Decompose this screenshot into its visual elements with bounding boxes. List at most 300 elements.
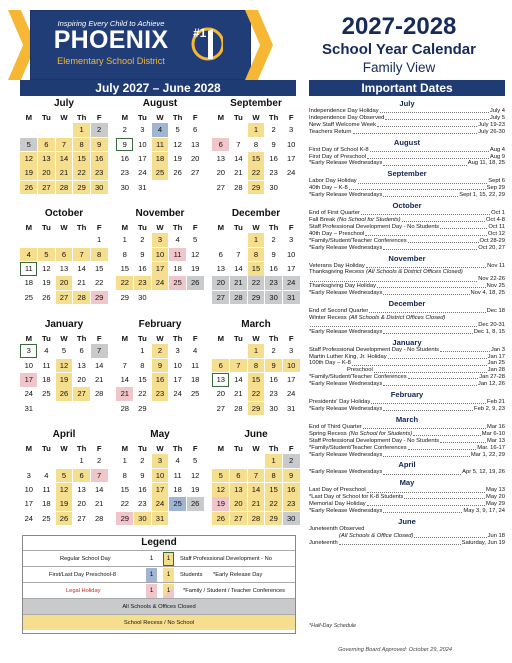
day-cell: 2: [140, 456, 145, 466]
weekday-label: F: [192, 223, 198, 232]
weekday-label: F: [192, 113, 198, 122]
day-cell: 25: [42, 513, 51, 523]
day-cell: 27: [216, 403, 226, 413]
title-year: 2027-2028: [341, 13, 457, 40]
weekday-label: F: [192, 334, 198, 343]
month-name: November: [135, 208, 185, 219]
day-cell: 5: [175, 125, 180, 135]
event-row: [309, 501, 505, 508]
event-date: Oct 1: [491, 210, 505, 217]
event-label: Juneteenth Observed: [309, 525, 365, 532]
day-cell: 10: [152, 248, 169, 262]
event-row: [309, 185, 505, 192]
day-cell: 31: [283, 291, 300, 305]
event-row: [309, 231, 505, 238]
weekday-label: W: [60, 334, 68, 343]
day-cell: 15: [120, 484, 130, 494]
day-cell: 9: [152, 359, 169, 373]
day-cell: 6: [38, 138, 55, 152]
event-note: (No School for Students): [337, 216, 401, 223]
day-cell: 4: [44, 470, 49, 480]
events-month-heading: December: [388, 299, 426, 309]
day-cell: 21: [94, 374, 104, 384]
event-note: (No School for Students): [348, 430, 413, 437]
day-cell: 24: [152, 276, 169, 290]
event-row: [309, 445, 505, 452]
day-cell: 11: [152, 138, 169, 152]
event-date: Mar 6-10: [481, 430, 505, 437]
day-cell: 24: [24, 513, 34, 523]
event-row: [309, 347, 505, 354]
day-cell: 22: [265, 497, 282, 511]
day-cell: 12: [190, 249, 200, 259]
month-july: [20, 98, 108, 194]
day-cell: 13: [190, 139, 200, 149]
day-cell: 4: [175, 235, 180, 245]
event-label: Independence Day Observed: [309, 114, 385, 121]
day-cell: 16: [91, 152, 108, 166]
day-cell: 29: [120, 292, 130, 302]
day-cell: 8: [73, 138, 90, 152]
day-cell: 21: [248, 497, 265, 511]
day-cell: 9: [91, 138, 108, 152]
day-cell: 27: [38, 181, 55, 195]
day-cell: 1: [97, 235, 102, 245]
event-leader-dots: [383, 160, 466, 165]
weekday-header: [212, 112, 300, 123]
day-cell: 18: [173, 484, 182, 494]
day-cell: 16: [283, 483, 300, 497]
day-cell: 22: [73, 166, 90, 180]
day-cell: 16: [138, 484, 147, 494]
legend-row-3: [23, 582, 295, 598]
event-row: [309, 192, 505, 199]
month-april: [20, 429, 108, 525]
day-cell: 21: [234, 168, 243, 178]
day-cell: 8: [140, 360, 145, 370]
half-day-note: *Half-Day Schedule: [309, 623, 357, 629]
month-name: September: [230, 98, 282, 109]
event-leader-dots: [388, 354, 487, 359]
day-cell: 25: [190, 389, 200, 399]
event-leader-dots: [361, 210, 490, 215]
event-date: Mar. 16-17: [477, 444, 505, 451]
weekday-label: F: [288, 223, 294, 232]
weekday-header: [116, 222, 204, 233]
weekday-label: F: [288, 444, 294, 453]
event-label: *Family/Student/Teacher Conferences: [309, 237, 407, 244]
day-cell: 3: [289, 346, 294, 356]
day-cell: 23: [138, 499, 147, 509]
day-cell: 2: [283, 454, 300, 468]
day-cell: 26: [56, 512, 73, 526]
day-cell: 25: [42, 389, 51, 399]
legend-staff-pd-chip: 1: [163, 552, 174, 566]
event-leader-dots: [367, 487, 485, 492]
day-cell: 23: [269, 389, 278, 399]
day-cell: 31: [138, 182, 147, 192]
event-row: [309, 238, 505, 245]
event-row: [309, 452, 505, 459]
day-grid: [212, 454, 300, 525]
day-cell: 9: [116, 138, 133, 152]
events-month-heading: February: [390, 390, 424, 400]
event-leader-dots: [310, 276, 477, 281]
event-date: Dec 20-31: [478, 321, 505, 328]
event-date: Oct 12: [487, 230, 505, 237]
day-cell: 30: [283, 512, 300, 526]
events-month-heading: January: [392, 337, 422, 347]
legend-conferences-chip: 1: [163, 584, 174, 598]
day-cell: 18: [173, 263, 182, 273]
legend-recess: School Recess / No School: [23, 614, 295, 630]
event-row: [309, 178, 505, 185]
day-cell: 28: [234, 182, 243, 192]
day-cell: 6: [212, 138, 229, 152]
event-row: [309, 129, 505, 136]
day-cell: 20: [77, 499, 86, 509]
month-name: August: [142, 98, 178, 109]
event-row: [309, 381, 505, 388]
day-cell: 20: [190, 153, 200, 163]
weekday-label: W: [252, 223, 260, 232]
event-leader-dots: [440, 347, 490, 352]
day-cell: 23: [134, 276, 151, 290]
weekday-label: M: [25, 113, 32, 122]
day-cell: 16: [152, 373, 169, 387]
event-row: [309, 283, 505, 290]
day-cell: 14: [77, 263, 86, 273]
weekday-label: Th: [76, 223, 87, 232]
day-cell: 17: [286, 374, 296, 384]
weekday-label: Tu: [41, 334, 51, 343]
event-leader-dots: [363, 424, 486, 429]
event-label: *Early Release Wednesdays: [309, 469, 383, 476]
day-cell: 15: [248, 262, 265, 276]
event-label: Last Day of Preschool: [309, 487, 366, 494]
day-cell: 3: [152, 454, 169, 468]
day-cell: 21: [116, 387, 133, 401]
event-label: End of Second Quarter: [309, 308, 369, 315]
day-cell: 22: [248, 276, 265, 290]
legend-first-last-chip: 1: [146, 568, 157, 582]
event-leader-dots: [413, 431, 481, 436]
weekday-label: Tu: [41, 113, 51, 122]
day-cell: 2: [140, 235, 145, 245]
event-row: [309, 245, 505, 252]
event-leader-dots: [408, 238, 479, 243]
event-label: *Family/Student/Teacher Conferences: [309, 374, 407, 381]
event-date: Oct 4-8: [485, 216, 505, 223]
day-cell: 23: [120, 168, 130, 178]
event-date: Saturday, Jun 19: [461, 539, 505, 546]
event-row: [309, 438, 505, 445]
day-cell: 13: [212, 373, 229, 387]
day-cell: 10: [283, 359, 300, 373]
month-name: January: [44, 319, 84, 330]
event-label: Spring Recess: [309, 430, 347, 437]
day-cell: 22: [248, 166, 265, 180]
event-leader-dots: [383, 452, 469, 457]
day-cell: 17: [173, 374, 182, 384]
day-cell: 11: [169, 248, 186, 262]
calendar-title: [293, 13, 505, 76]
month-november: [116, 208, 204, 304]
event-date: Sept 6: [488, 178, 505, 185]
event-leader-dots: [377, 283, 486, 288]
event-leader-dots: [383, 290, 469, 295]
event-row: [309, 487, 505, 494]
day-cell: 17: [24, 499, 34, 509]
event-date: May 13: [485, 487, 505, 494]
day-cell: 15: [94, 263, 104, 273]
day-cell: 28: [234, 403, 243, 413]
event-label: Winter Recess: [309, 314, 347, 321]
day-cell: 18: [42, 374, 51, 384]
day-cell: 10: [138, 139, 147, 149]
event-label: Labor Day Holiday: [309, 178, 357, 185]
day-cell: 23: [269, 168, 278, 178]
day-cell: 12: [190, 470, 200, 480]
event-leader-dots: [402, 217, 485, 222]
event-row: [309, 290, 505, 297]
day-cell: 28: [73, 291, 90, 305]
event-label: *Early Release Wednesdays: [309, 406, 383, 412]
day-cell: 20: [230, 497, 247, 511]
day-cell: 15: [265, 483, 282, 497]
month-name: April: [52, 429, 76, 440]
weekday-label: Th: [76, 334, 87, 343]
day-cell: 24: [283, 276, 300, 290]
event-date: Mar 16: [486, 423, 505, 430]
weekday-label: W: [156, 223, 164, 232]
event-date: Oct 28-29: [479, 237, 505, 244]
event-leader-dots: [440, 224, 487, 229]
day-cell: 14: [120, 374, 130, 384]
day-cell: 13: [77, 360, 86, 370]
event-label: First Day of Preschool: [309, 153, 367, 160]
day-cell: 17: [138, 153, 147, 163]
events-month-heading: April: [398, 460, 416, 470]
event-leader-dots: [358, 178, 488, 183]
day-cell: 26: [212, 512, 229, 526]
day-cell: 24: [138, 168, 147, 178]
month-name: July: [53, 98, 74, 109]
event-date: Sept 1, 15, 22, 29: [459, 192, 505, 199]
event-leader-dots: [385, 115, 488, 120]
logo-number-one-icon: [190, 17, 223, 71]
events-month-heading: June: [398, 516, 416, 526]
day-cell: 5: [20, 138, 37, 152]
day-cell: 27: [230, 512, 247, 526]
event-label: Staff Professional Development Day - No Students: [309, 437, 440, 444]
legend-first-last-label: First/Last Day Preschool-8: [49, 572, 117, 578]
day-cell: 10: [152, 469, 169, 483]
day-cell: 30: [269, 403, 278, 413]
event-label: *Early Release Wednesdays: [309, 290, 383, 297]
day-cell: 25: [169, 497, 186, 511]
event-label: *Early Release Wednesdays: [309, 192, 383, 199]
day-cell: 27: [73, 387, 90, 401]
weekday-label: Tu: [233, 334, 243, 343]
day-cell: 6: [212, 359, 229, 373]
event-label: Memorial Day Holiday: [309, 501, 366, 508]
title-main: School Year Calendar: [322, 41, 476, 58]
events-month-heading: November: [388, 253, 426, 263]
event-leader-dots: [383, 381, 477, 386]
event-date: July 5: [489, 114, 505, 121]
day-cell: 1: [122, 456, 127, 466]
day-cell: 31: [286, 403, 296, 413]
event-row: [309, 160, 505, 167]
day-cell: 26: [187, 276, 204, 290]
month-may: [116, 429, 204, 525]
day-cell: 19: [212, 497, 229, 511]
event-row: [309, 322, 505, 329]
legend-regular-label: Regular School Day: [60, 556, 111, 562]
day-cell: 7: [56, 138, 73, 152]
day-cell: 29: [248, 291, 265, 305]
day-cell: 14: [234, 263, 243, 273]
event-label: *Early Release Wednesdays: [309, 328, 383, 335]
event-row: [309, 431, 505, 438]
day-grid: [212, 233, 300, 304]
day-cell: 11: [42, 484, 51, 494]
day-cell: 7: [230, 359, 247, 373]
day-cell: 2: [271, 346, 276, 356]
day-cell: 24: [152, 497, 169, 511]
weekday-label: Th: [172, 223, 183, 232]
weekday-header: [116, 333, 204, 344]
event-note: (All Schools & District Offices Closed): [366, 269, 463, 276]
month-name: December: [231, 208, 281, 219]
day-cell: 12: [56, 359, 73, 373]
day-cell: 23: [91, 166, 108, 180]
event-date: Feb 2, 9, 23: [474, 406, 505, 412]
day-cell: 8: [248, 359, 265, 373]
event-label: Thanksgiving Recess: [309, 269, 365, 276]
day-cell: 27: [212, 291, 229, 305]
day-cell: 16: [138, 263, 147, 273]
day-cell: 3: [289, 125, 294, 135]
day-cell: 8: [265, 469, 282, 483]
event-label: Presidents' Day Holiday: [309, 399, 371, 406]
day-cell: 13: [216, 153, 226, 163]
event-row: [309, 374, 505, 381]
event-row: [309, 122, 505, 129]
day-cell: 17: [286, 263, 296, 273]
event-date: Mar 13: [486, 437, 505, 444]
day-cell: 3: [175, 346, 180, 356]
event-date: May 29: [485, 501, 505, 508]
event-label: Staff Professional Development Day - No Students: [309, 346, 440, 353]
weekday-label: M: [217, 113, 224, 122]
day-grid: [212, 344, 300, 415]
day-cell: 7: [91, 469, 108, 483]
event-label: First Day of School K-8: [309, 146, 369, 153]
event-leader-dots: [339, 540, 461, 545]
day-cell: 2: [152, 344, 169, 358]
event-leader-dots: [383, 329, 472, 334]
day-cell: 28: [94, 513, 104, 523]
event-date: Jan 17: [487, 353, 505, 360]
event-leader-dots: [370, 147, 489, 152]
day-cell: 24: [286, 168, 296, 178]
month-august: [116, 98, 204, 194]
weekday-label: W: [252, 444, 260, 453]
event-row: [309, 508, 505, 515]
day-cell: 18: [190, 374, 200, 384]
day-cell: 22: [248, 387, 265, 401]
month-name: October: [44, 208, 84, 219]
event-date: Dec 18: [486, 308, 505, 315]
weekday-label: M: [25, 334, 32, 343]
day-cell: 10: [24, 484, 34, 494]
day-cell: 9: [265, 359, 282, 373]
event-leader-dots: [408, 374, 479, 379]
day-grid: [20, 233, 108, 304]
day-grid: [116, 123, 204, 194]
event-row: [309, 108, 505, 115]
event-date: Aug 4: [489, 146, 505, 153]
day-cell: 11: [20, 262, 37, 276]
day-cell: 16: [269, 263, 278, 273]
event-row: [309, 154, 505, 161]
day-cell: 26: [20, 181, 37, 195]
weekday-label: F: [96, 334, 102, 343]
day-cell: 29: [138, 403, 147, 413]
day-cell: 8: [91, 248, 108, 262]
weekday-label: Tu: [137, 223, 147, 232]
event-row: [309, 276, 505, 283]
event-row: [309, 329, 505, 336]
day-cell: 13: [59, 263, 69, 273]
day-cell: 2: [122, 125, 127, 135]
day-cell: 3: [26, 470, 31, 480]
event-leader-dots: [383, 245, 477, 250]
day-cell: 19: [20, 166, 37, 180]
event-label: 40th Day – K-8: [309, 185, 348, 192]
day-cell: 20: [77, 374, 86, 384]
event-label: *Early Release Wednesdays: [309, 508, 383, 515]
day-cell: 2: [97, 456, 102, 466]
weekday-label: F: [96, 223, 102, 232]
event-date: Dec 1, 8, 15: [473, 328, 505, 335]
day-cell: 12: [56, 483, 73, 497]
day-cell: 28: [120, 403, 130, 413]
logo-district: Elementary School District: [57, 56, 165, 66]
day-cell: 23: [283, 497, 300, 511]
important-dates-header: Important Dates: [309, 80, 505, 96]
day-cell: 9: [271, 249, 276, 259]
board-approval-note: Governing Board Approved: October 29, 2024: [338, 647, 452, 653]
event-row: [309, 360, 505, 367]
event-date: May 20: [485, 494, 505, 501]
day-cell: 2: [271, 235, 276, 245]
day-cell: 16: [269, 374, 278, 384]
month-september: [212, 98, 300, 194]
day-cell: 26: [187, 497, 204, 511]
event-date: Jan 27-28: [479, 374, 505, 381]
day-cell: 1: [122, 235, 127, 245]
weekday-label: Tu: [137, 444, 147, 453]
day-cell: 28: [230, 291, 247, 305]
important-dates-list: [309, 97, 505, 547]
day-cell: 8: [248, 248, 265, 262]
title-subtitle: Family View: [362, 60, 436, 75]
day-cell: 19: [173, 153, 182, 163]
event-row: [309, 406, 505, 413]
